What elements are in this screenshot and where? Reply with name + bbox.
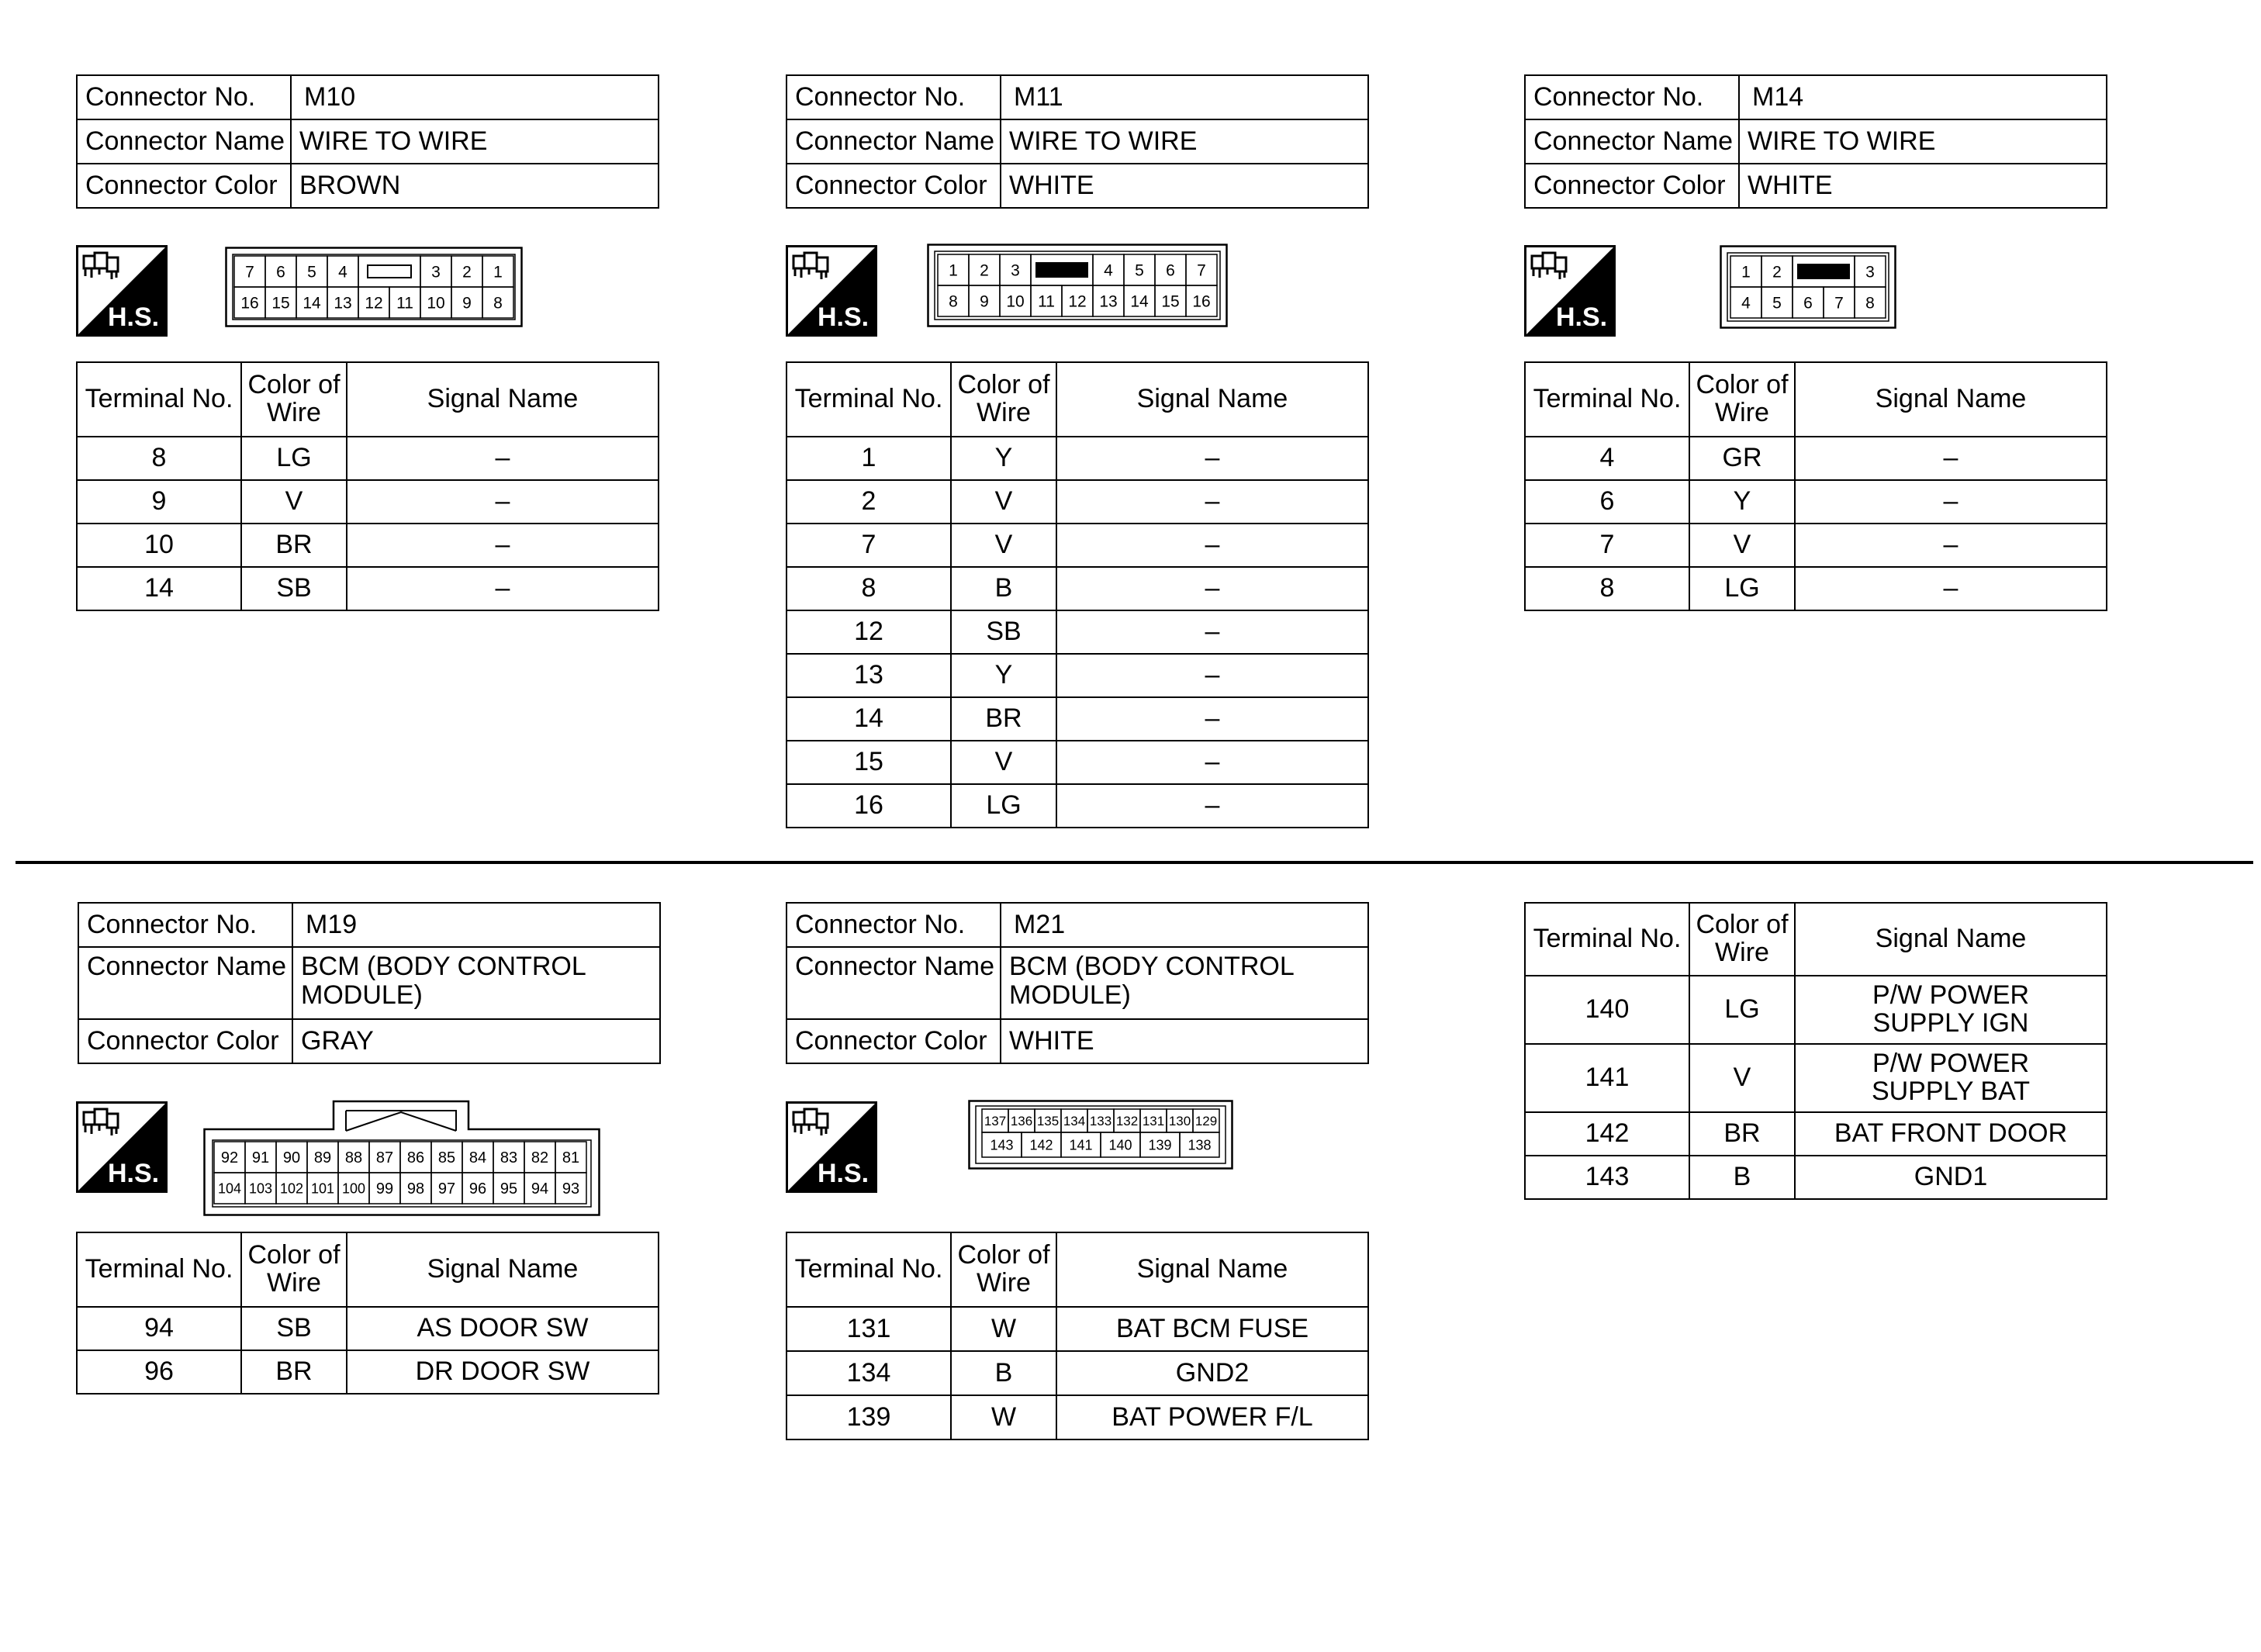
signal-name-cell: – [1056,567,1368,610]
svg-text:13: 13 [334,294,352,313]
hs-connector-icon [76,245,168,337]
svg-text:98: 98 [406,1180,425,1198]
svg-text:12: 12 [365,294,383,313]
wire-color-cell: Y [951,654,1056,697]
m14-connector-info [1524,74,2107,209]
wire-color-cell: BR [241,1350,347,1394]
svg-text:93: 93 [562,1180,580,1198]
svg-text:4: 4 [338,263,347,282]
svg-text:12: 12 [1068,292,1087,311]
wire-color-cell: SB [951,610,1056,654]
connector-name-label: Connector Name [787,947,1001,1019]
terminal-no-cell: 1 [787,437,951,480]
svg-text:94: 94 [531,1180,549,1198]
table-row [787,1395,1368,1439]
svg-text:14: 14 [303,294,321,313]
terminal-no-cell: 7 [1525,524,1689,567]
svg-text:96: 96 [468,1180,487,1198]
signal-name-header: Signal Name [1056,1232,1368,1307]
connector-name-value: BCM (BODY CONTROL MODULE) [1001,947,1368,1019]
terminal-no-cell: 143 [1525,1156,1689,1199]
wire-color-cell: B [951,1351,1056,1395]
signal-name-cell: DR DOOR SW [347,1350,659,1394]
wire-color-cell: B [1689,1156,1795,1199]
table-row [77,567,659,610]
svg-text:88: 88 [344,1149,363,1167]
signal-name-header: Signal Name [1795,903,2107,976]
wire-color-cell: Y [1689,480,1795,524]
svg-text:10: 10 [427,294,445,313]
terminal-no-header: Terminal No. [1525,903,1689,976]
svg-text:91: 91 [251,1149,270,1167]
wire-color-cell: BR [951,697,1056,741]
signal-name-cell: BAT BCM FUSE [1056,1307,1368,1351]
color-of-wire-header: Color of Wire [1689,903,1795,976]
m10-terminal-table [76,361,659,611]
connector-color-label: Connector Color [787,1019,1001,1063]
wire-color-cell: Y [951,437,1056,480]
svg-text:90: 90 [282,1149,301,1167]
table-row [787,697,1368,741]
svg-text:4: 4 [1104,261,1113,280]
signal-name-header: Signal Name [347,362,659,437]
wire-color-cell: V [1689,1044,1795,1112]
connector-color-value: WHITE [1001,164,1368,208]
m11-connector-face-diagram [927,244,1228,331]
hs-label: H.S. [107,302,160,332]
m19-terminal-table [76,1232,659,1395]
svg-text:14: 14 [1130,292,1149,311]
hs-connector-icon [786,245,877,337]
signal-name-line: GND1 [1914,1162,1988,1192]
terminal-no-cell: 139 [787,1395,951,1439]
svg-text:16: 16 [1192,292,1211,311]
wire-color-cell: V [951,480,1056,524]
signal-name-cell [1795,1112,2107,1156]
svg-text:3: 3 [431,263,441,282]
connector-no-label: Connector No. [78,903,292,947]
table-row [787,654,1368,697]
connector-no-value: M14 [1739,75,2107,119]
hs-label: H.S. [1555,302,1608,332]
wire-color-cell: W [951,1395,1056,1439]
connector-color-value: BROWN [291,164,659,208]
signal-name-cell: – [1056,480,1368,524]
terminal-no-header: Terminal No. [77,362,241,437]
signal-name-line: BAT FRONT DOOR [1834,1118,2068,1149]
svg-text:6: 6 [1803,294,1813,313]
hs-label: H.S. [107,1159,160,1188]
svg-text:130: 130 [1168,1114,1191,1129]
m10-connector-info [76,74,659,209]
svg-text:2: 2 [980,261,989,280]
table-row [77,437,659,480]
wire-color-cell: V [951,741,1056,784]
svg-text:140: 140 [1108,1137,1132,1153]
table-row [1525,567,2107,610]
svg-text:5: 5 [1772,294,1782,313]
svg-text:89: 89 [313,1149,332,1167]
connector-no-label: Connector No. [77,75,291,119]
svg-text:142: 142 [1029,1137,1053,1153]
svg-text:1: 1 [1741,263,1751,282]
connector-color-label: Connector Color [787,164,1001,208]
signal-name-cell [1795,1156,2107,1199]
signal-name-cell: – [1056,654,1368,697]
m21-connector-face-diagram [968,1100,1233,1173]
svg-text:83: 83 [500,1149,518,1167]
connector-name-label: Connector Name [77,119,291,164]
table-row [787,437,1368,480]
connector-name-label: Connector Name [78,947,292,1019]
terminal-no-cell: 8 [787,567,951,610]
svg-text:5: 5 [307,263,316,282]
table-row [77,480,659,524]
signal-name-cell: – [1795,437,2107,480]
hs-connector-icon [786,1101,877,1193]
terminal-no-cell: 13 [787,654,951,697]
svg-text:101: 101 [310,1180,335,1197]
wire-color-cell: BR [241,524,347,567]
svg-text:81: 81 [562,1149,580,1167]
svg-text:1: 1 [949,261,958,280]
hs-connector-icon [76,1101,168,1193]
wire-color-cell: LG [951,784,1056,828]
svg-text:5: 5 [1135,261,1144,280]
table-row [1525,437,2107,480]
signal-name-cell: BAT POWER F/L [1056,1395,1368,1439]
signal-name-cell: – [1056,437,1368,480]
wire-color-cell: LG [1689,976,1795,1044]
svg-text:9: 9 [462,294,472,313]
svg-text:13: 13 [1099,292,1118,311]
svg-text:131: 131 [1142,1114,1165,1129]
svg-text:138: 138 [1188,1137,1212,1153]
terminal-no-cell: 8 [1525,567,1689,610]
table-row [1525,1044,2107,1112]
m21-connector-info [786,902,1369,1064]
table-row [787,610,1368,654]
signal-name-line: SUPPLY BAT [1871,1077,2031,1106]
svg-text:104: 104 [217,1180,242,1197]
terminal-no-cell: 2 [787,480,951,524]
svg-text:3: 3 [1865,263,1875,282]
signal-name-line: P/W POWER [1872,1049,2030,1079]
signal-name-cell: – [1056,610,1368,654]
svg-text:136: 136 [1010,1114,1033,1129]
connector-no-value: M19 [292,903,660,947]
wire-color-cell: B [951,567,1056,610]
table-row [787,480,1368,524]
table-row [787,1351,1368,1395]
terminal-no-cell: 10 [77,524,241,567]
signal-name-line: SUPPLY IGN [1872,1008,2029,1038]
svg-text:11: 11 [396,294,413,313]
svg-text:7: 7 [245,263,254,282]
svg-text:141: 141 [1069,1137,1093,1153]
signal-name-cell: – [1056,741,1368,784]
table-row [1525,1156,2107,1199]
svg-text:139: 139 [1148,1137,1172,1153]
terminal-no-cell: 6 [1525,480,1689,524]
svg-text:2: 2 [462,263,472,282]
svg-text:8: 8 [1865,294,1875,313]
terminal-no-cell: 94 [77,1307,241,1350]
color-of-wire-header: Color of Wire [241,1232,347,1307]
wire-color-cell: SB [241,1307,347,1350]
connector-no-value: M11 [1001,75,1368,119]
svg-text:97: 97 [437,1180,456,1198]
signal-name-cell: AS DOOR SW [347,1307,659,1350]
table-row [787,784,1368,828]
connector-color-label: Connector Color [78,1019,292,1063]
terminal-no-header: Terminal No. [787,362,951,437]
signal-name-cell: – [347,567,659,610]
terminal-no-cell: 7 [787,524,951,567]
terminal-no-header: Terminal No. [787,1232,951,1307]
table-row [1525,480,2107,524]
table-row [787,567,1368,610]
svg-text:6: 6 [1166,261,1175,280]
terminal-no-cell: 9 [77,480,241,524]
wire-color-cell: SB [241,567,347,610]
terminal-no-cell: 14 [787,697,951,741]
table-row [787,524,1368,567]
svg-text:134: 134 [1063,1114,1086,1129]
svg-text:137: 137 [984,1114,1007,1129]
terminal-no-cell: 8 [77,437,241,480]
svg-text:6: 6 [276,263,285,282]
svg-text:8: 8 [493,294,503,313]
svg-text:8: 8 [949,292,958,311]
svg-text:129: 129 [1194,1114,1218,1129]
svg-text:99: 99 [375,1180,394,1198]
table-row [787,1307,1368,1351]
svg-text:87: 87 [375,1149,394,1167]
connector-name-value: WIRE TO WIRE [291,119,659,164]
svg-text:15: 15 [1161,292,1180,311]
section-divider [16,861,2253,864]
hs-label: H.S. [817,302,869,332]
connector-color-value: WHITE [1739,164,2107,208]
svg-text:16: 16 [240,294,259,313]
svg-text:4: 4 [1741,294,1751,313]
svg-text:11: 11 [1038,292,1055,311]
svg-text:2: 2 [1772,263,1782,282]
connector-no-label: Connector No. [1525,75,1739,119]
connector-name-label: Connector Name [787,119,1001,164]
signal-name-cell: – [1056,524,1368,567]
svg-text:95: 95 [500,1180,518,1198]
terminal-no-cell: 14 [77,567,241,610]
wire-color-cell: LG [241,437,347,480]
connector-color-label: Connector Color [1525,164,1739,208]
wire-color-cell: W [951,1307,1056,1351]
svg-text:9: 9 [980,292,989,311]
signal-name-cell [1795,1044,2107,1112]
m14-connector-face-diagram [1720,245,1896,333]
svg-text:100: 100 [341,1180,366,1197]
signal-name-cell: – [347,480,659,524]
connector-no-label: Connector No. [787,903,1001,947]
wire-color-cell: V [1689,524,1795,567]
m21-terminal-table [786,1232,1369,1440]
m11-connector-info [786,74,1369,209]
signal-name-cell: – [1795,524,2107,567]
terminal-no-cell: 12 [787,610,951,654]
connector-color-label: Connector Color [77,164,291,208]
svg-text:15: 15 [271,294,290,313]
connector-no-label: Connector No. [787,75,1001,119]
table-row [77,524,659,567]
signal-name-cell: – [347,437,659,480]
svg-text:7: 7 [1834,294,1844,313]
terminal-no-cell: 142 [1525,1112,1689,1156]
wire-color-cell: GR [1689,437,1795,480]
connector-name-value: WIRE TO WIRE [1001,119,1368,164]
wire-color-cell: V [951,524,1056,567]
signal-name-header: Signal Name [1056,362,1368,437]
table-row [77,1307,659,1350]
signal-name-cell: GND2 [1056,1351,1368,1395]
m10-connector-face-diagram [225,247,523,331]
signal-name-cell: – [347,524,659,567]
table-row [77,1350,659,1394]
svg-text:102: 102 [279,1180,304,1197]
connector-no-value: M21 [1001,903,1368,947]
m19-connector-info [78,902,661,1064]
m21-terminal-table-continued [1524,902,2107,1200]
svg-text:133: 133 [1089,1114,1112,1129]
terminal-no-cell: 140 [1525,976,1689,1044]
connector-name-value: WIRE TO WIRE [1739,119,2107,164]
m19-connector-face-diagram [203,1100,600,1220]
svg-text:82: 82 [531,1149,549,1167]
signal-name-header: Signal Name [1795,362,2107,437]
terminal-no-cell: 141 [1525,1044,1689,1112]
wire-color-cell: LG [1689,567,1795,610]
table-row [1525,524,2107,567]
signal-name-cell: – [1795,567,2107,610]
svg-text:92: 92 [220,1149,239,1167]
m11-terminal-table [786,361,1369,828]
svg-text:132: 132 [1115,1114,1139,1129]
terminal-no-cell: 134 [787,1351,951,1395]
terminal-no-header: Terminal No. [1525,362,1689,437]
signal-name-cell: – [1795,480,2107,524]
signal-name-line: P/W POWER [1872,980,2030,1011]
color-of-wire-header: Color of Wire [951,1232,1056,1307]
wire-color-cell: BR [1689,1112,1795,1156]
terminal-no-cell: 15 [787,741,951,784]
svg-text:84: 84 [468,1149,487,1167]
color-of-wire-header: Color of Wire [1689,362,1795,437]
signal-name-cell: – [1056,784,1368,828]
svg-text:7: 7 [1197,261,1206,280]
svg-text:135: 135 [1036,1114,1060,1129]
hs-label: H.S. [817,1159,869,1188]
table-row [1525,976,2107,1044]
color-of-wire-header: Color of Wire [241,362,347,437]
svg-text:1: 1 [493,263,503,282]
color-of-wire-header: Color of Wire [951,362,1056,437]
terminal-no-cell: 96 [77,1350,241,1394]
connector-no-value: M10 [291,75,659,119]
terminal-no-cell: 4 [1525,437,1689,480]
terminal-no-cell: 16 [787,784,951,828]
svg-text:3: 3 [1011,261,1020,280]
table-row [1525,1112,2107,1156]
svg-text:86: 86 [406,1149,425,1167]
connector-color-value: GRAY [292,1019,660,1063]
m14-terminal-table [1524,361,2107,611]
signal-name-cell [1795,976,2107,1044]
terminal-no-cell: 131 [787,1307,951,1351]
hs-connector-icon [1524,245,1616,337]
svg-text:103: 103 [248,1180,273,1197]
signal-name-cell: – [1056,697,1368,741]
svg-text:10: 10 [1006,292,1025,311]
connector-name-value: BCM (BODY CONTROL MODULE) [292,947,660,1019]
connector-name-label: Connector Name [1525,119,1739,164]
terminal-no-header: Terminal No. [77,1232,241,1307]
svg-text:143: 143 [990,1137,1014,1153]
svg-text:85: 85 [437,1149,456,1167]
connector-color-value: WHITE [1001,1019,1368,1063]
wire-color-cell: V [241,480,347,524]
signal-name-header: Signal Name [347,1232,659,1307]
table-row [787,741,1368,784]
